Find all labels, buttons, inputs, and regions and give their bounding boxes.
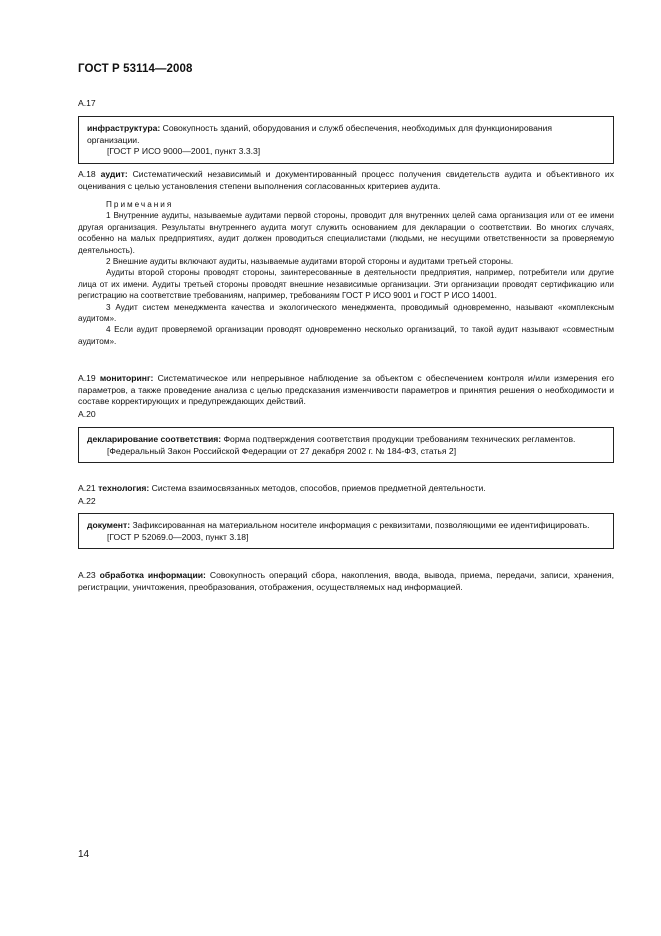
a17-reference: [ГОСТ Р ИСО 9000—2001, пункт 3.3.3] <box>107 146 261 157</box>
a18-notes <box>78 199 614 347</box>
a18-definition: Систематический независимый и документированный процесс получения свидетельств аудита и объективного их оценивания с целью установления степени выполнения согласованных критериев аудита. <box>78 169 615 191</box>
a18-number: А.18 <box>78 169 96 179</box>
a20-definition-line <box>87 434 605 446</box>
a20-definition: Форма подтверждения соответствия продукции требованиям технических регламентов. <box>221 434 576 444</box>
a20-label: А.20 <box>78 409 96 419</box>
a23-term: обработка информации: <box>99 570 206 580</box>
a18-entry <box>78 169 614 192</box>
page-number: 14 <box>78 849 90 860</box>
a19-definition: Систематическое или непрерывное наблюдение за объектом с обеспечением контроля и/или измерения его параметров, а также проведение анализа с целью предсказания изменчивости параметров и принятия решения о необходимости и составе корректирующих и предупреждающих действий. <box>78 373 615 407</box>
a19-term: мониторинг: <box>99 373 154 383</box>
a22-reference: [ГОСТ Р 52069.0—2003, пункт 3.18] <box>107 531 249 542</box>
a22-term-box <box>78 513 614 549</box>
a21-number: А.21 <box>78 483 96 493</box>
a17-term: инфраструктура: <box>87 123 161 133</box>
a21-definition: Система взаимосвязанных методов, способов, приемов предметной деятельности. <box>149 483 486 493</box>
note-2b: Аудиты второй стороны проводят стороны, заинтересованные в деятельности предприятия, например, потребители или другие лица от их имени. Аудиты третьей стороны проводят внешние независимые организации. Эти организации проводят сертификацию или регистрацию на соответствие требованиям, например, требованиям ГОСТ Р ИСО 9001 и ГОСТ Р ИСО 14001. <box>78 268 614 301</box>
a22-definition: Зафиксированная на материальном носителе информация с реквизитами, позволяющими ее идентифицировать. <box>130 520 590 530</box>
a20-term: декларирование соответствия: <box>87 434 222 444</box>
a17-label: А.17 <box>78 98 96 108</box>
a22-definition-line <box>87 520 605 532</box>
a17-definition-line <box>87 123 605 146</box>
a22-term: документ: <box>87 520 131 530</box>
a20-reference: [Федеральный Закон Российской Федерации от 27 декабря 2002 г. № 184-ФЗ, статья 2] <box>107 445 457 456</box>
a23-definition: Совокупность операций сбора, накопления, ввода, вывода, приема, передачи, записи, хранения, регистрации, уничтожения, преобразования, отображения, осуществляемых над информацией. <box>78 570 614 592</box>
a19-number: А.19 <box>78 373 96 383</box>
a23-number: А.23 <box>78 570 96 580</box>
a17-term-box <box>78 116 614 164</box>
a17-definition: Совокупность зданий, оборудования и служб обеспечения, необходимых для функционирования организации. <box>87 123 553 145</box>
notes-title: Примечания <box>106 200 174 209</box>
a21-term: технология: <box>98 483 150 493</box>
a18-term: аудит: <box>100 169 128 179</box>
note-2a: 2 Внешние аудиты включают аудиты, называемые аудитами второй стороны и аудитами третьей стороны. <box>106 257 514 267</box>
a23-entry <box>78 570 614 593</box>
a19-entry <box>78 373 614 408</box>
note-3: 3 Аудит систем менеджмента качества и экологического менеджмента, проводимый одновременно, называют «комплексным аудитом». <box>78 302 614 324</box>
standard-header: ГОСТ Р 53114—2008 <box>78 63 193 75</box>
a21-entry <box>78 483 614 495</box>
note-1: 1 Внутренние аудиты, называемые аудитами первой стороны, проводит для внутренних целей сама организация или от ее имени другая организация. Результаты внутреннего аудита могут служить основанием для декларации о соответствии. Во многих случаях, особенно на малых предприятиях, аудит должен проводиться специалистами (людьми, не несущими ответственности за проверяемую деятельность). <box>78 211 614 255</box>
a20-term-box <box>78 427 614 463</box>
note-4: 4 Если аудит проверяемой организации проводят одновременно несколько организаций, то такой аудит называют «совместным аудитом». <box>78 325 614 346</box>
a22-label: А.22 <box>78 496 96 506</box>
